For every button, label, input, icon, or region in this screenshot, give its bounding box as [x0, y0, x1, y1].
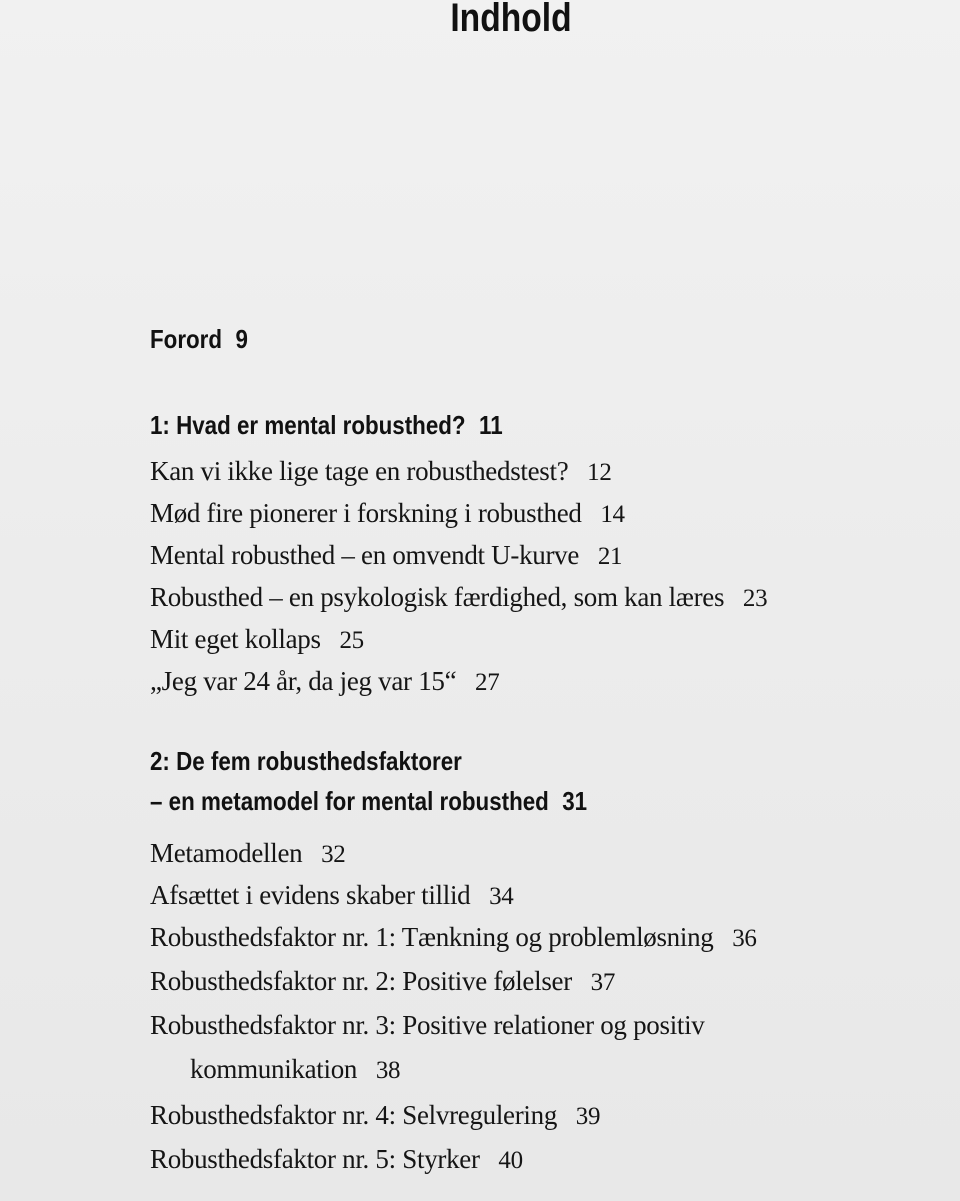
chapter-heading-page: 31	[562, 786, 588, 816]
toc-chapter-2-heading[interactable]	[150, 746, 462, 777]
toc-entry-page: 34	[489, 883, 514, 910]
toc-entry[interactable]	[150, 582, 767, 613]
toc-entry-label: Robusthedsfaktor nr. 2: Positive følelser	[150, 966, 572, 996]
toc-entry-page: 37	[590, 969, 616, 996]
toc-entry[interactable]	[150, 456, 612, 487]
toc-entry-page: 12	[587, 459, 612, 486]
chapter-heading-page: 11	[479, 410, 503, 440]
toc-entry-label: kommunikation	[190, 1054, 358, 1084]
toc-entry[interactable]	[150, 666, 499, 697]
toc-entry[interactable]	[150, 1144, 523, 1175]
chapter-subheading-label: – en metamodel for mental robusthed	[150, 786, 549, 816]
toc-foreword-label: Forord	[150, 324, 223, 354]
toc-entry[interactable]	[150, 922, 757, 953]
toc-entry-label: Mød fire pionerer i forskning i robusthed	[150, 498, 582, 528]
toc-entry-label: Afsættet i evidens skaber tillid	[150, 880, 471, 910]
toc-entry-page: 25	[339, 627, 364, 654]
toc-foreword-page: 9	[235, 324, 248, 354]
toc-entry-page: 21	[597, 543, 623, 570]
toc-entry-page: 14	[600, 501, 625, 528]
toc-entry-label: Metamodellen	[150, 838, 303, 868]
page-title: Indhold	[450, 0, 572, 40]
toc-entry-label: Robusthedsfaktor nr. 5: Styrker	[150, 1144, 480, 1174]
toc-entry-page: 40	[498, 1147, 523, 1174]
toc-entry[interactable]	[150, 1100, 600, 1131]
toc-entry-label: Robusthed – en psykologisk færdighed, som kan læres	[150, 582, 725, 612]
toc-entry-label: „Jeg var 24 år, da jeg var 15“	[150, 666, 457, 696]
toc-entry-page: 23	[742, 585, 768, 612]
toc-entry-page: 36	[732, 925, 757, 952]
chapter-heading-label: 1: Hvad er mental robusthed?	[150, 410, 466, 440]
toc-foreword[interactable]	[150, 324, 248, 355]
toc-entry[interactable]	[150, 966, 615, 997]
toc-entry[interactable]	[150, 880, 514, 911]
toc-entry[interactable]	[150, 838, 346, 869]
toc-entry-page: 39	[575, 1103, 601, 1130]
toc-entry[interactable]	[150, 624, 364, 655]
chapter-heading-label: 2: De fem robusthedsfaktorer	[150, 746, 462, 776]
toc-entry-page: 27	[475, 669, 500, 696]
toc-entry-label: Robusthedsfaktor nr. 4: Selvregulering	[150, 1100, 558, 1130]
toc-chapter-1-heading[interactable]	[150, 410, 503, 441]
toc-entry-page: 32	[321, 841, 346, 868]
toc-entry-label: Mit eget kollaps	[150, 624, 321, 654]
toc-entry-label: Kan vi ikke lige tage en robusthedstest?	[150, 456, 569, 486]
toc-entry-page: 38	[375, 1057, 401, 1084]
toc-entry[interactable]	[150, 1010, 705, 1041]
toc-chapter-2-subheading[interactable]	[150, 786, 587, 817]
toc-entry-label: Robusthedsfaktor nr. 3: Positive relationer og positiv	[150, 1010, 705, 1040]
toc-entry-continuation[interactable]	[190, 1054, 400, 1085]
toc-entry-label: Mental robusthed – en omvendt U-kurve	[150, 540, 580, 570]
toc-entry[interactable]	[150, 540, 622, 571]
toc-entry[interactable]	[150, 498, 625, 529]
toc-entry-label: Robusthedsfaktor nr. 1: Tænkning og problemløsning	[150, 922, 714, 952]
